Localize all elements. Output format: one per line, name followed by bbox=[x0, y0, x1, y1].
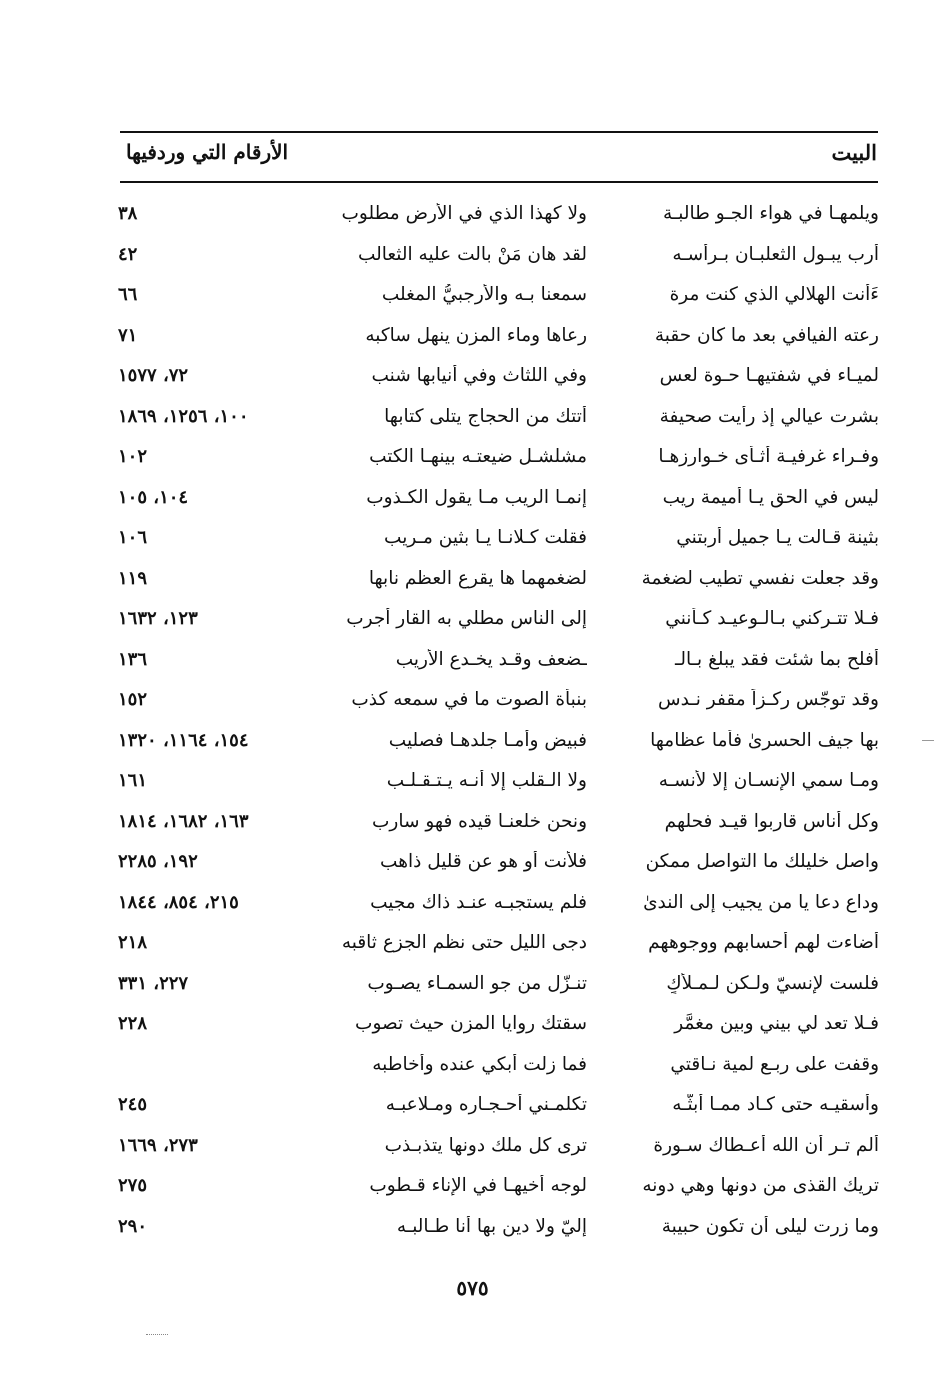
verse-row bbox=[0, 851, 945, 892]
verse-first-hemistich: ليس في الحق يـا أميمة ريب bbox=[662, 486, 879, 508]
verse-row bbox=[0, 406, 945, 447]
verse-first-hemistich: ويلمهـا في هواء الجـو طالبـة bbox=[662, 203, 879, 224]
verse-row bbox=[0, 446, 945, 487]
verse-row bbox=[0, 730, 945, 771]
verse-second-hemistich: ولا الـقلب إلا أنـه يـتـقـلـب bbox=[386, 770, 587, 791]
verse-row bbox=[0, 1175, 945, 1216]
verse-row bbox=[0, 284, 945, 325]
verse-first-hemistich: ءَأنت الهلالي الذي كنت مرة bbox=[669, 284, 879, 305]
verse-reference-numbers: ١٥٢ bbox=[118, 689, 148, 710]
verse-second-hemistich: إليّ ولا دين بها أنا طـالبـه bbox=[396, 1215, 587, 1237]
verse-row bbox=[0, 973, 945, 1014]
verse-first-hemistich: ألم تـر أن الله أعـطاك سـورة bbox=[653, 1134, 879, 1156]
verse-index-list bbox=[0, 203, 945, 1256]
verse-row bbox=[0, 365, 945, 406]
verse-row bbox=[0, 608, 945, 649]
verse-row bbox=[0, 487, 945, 528]
verse-row bbox=[0, 1216, 945, 1257]
verse-first-hemistich: وما زرت ليلى أن تكون حبيبة bbox=[661, 1215, 879, 1237]
verse-first-hemistich: أضاءت لهم أحسابهم ووجوههم bbox=[648, 932, 879, 953]
verse-reference-numbers: ٦٦ bbox=[118, 284, 138, 305]
verse-second-hemistich: سقتك روايا المزن حيث تصوب bbox=[355, 1013, 587, 1034]
verse-reference-numbers: ٢٢٨ bbox=[118, 1013, 148, 1034]
verse-row bbox=[0, 932, 945, 973]
verse-row bbox=[0, 1135, 945, 1176]
page-number: ٥٧٥ bbox=[456, 1276, 489, 1300]
verse-reference-numbers: ١٠٠، ١٢٥٦، ١٨٦٩ bbox=[118, 405, 249, 427]
verse-reference-numbers: ١٦١ bbox=[118, 770, 148, 791]
verse-second-hemistich: مشلشـل ضيعتـه بينهـا الكتب bbox=[369, 446, 587, 467]
verse-reference-numbers: ٢٧٣، ١٦٦٩ bbox=[118, 1134, 198, 1156]
verse-reference-numbers: ٢٩٠ bbox=[118, 1215, 148, 1237]
verse-second-hemistich: إنمـا الريب مـا يقول الكـذوب bbox=[366, 486, 587, 508]
verse-reference-numbers: ٧١ bbox=[118, 324, 138, 346]
verse-second-hemistich: ونحن خلعنـا قيده فهو سارب bbox=[372, 810, 587, 832]
verse-second-hemistich: ولا كهذا الذي في الأرض مطلوب bbox=[341, 203, 587, 224]
verse-first-hemistich: تريك القذى من دونها وهي دونه bbox=[642, 1175, 879, 1196]
verse-reference-numbers: ١٢٣، ١٦٣٢ bbox=[118, 608, 198, 629]
header-bottom-rule bbox=[120, 181, 878, 183]
verse-reference-numbers: ١٣٦ bbox=[118, 648, 148, 670]
verse-first-hemistich: ومـا سمي الإنسـان إلا لأنسـه bbox=[658, 770, 879, 791]
verse-row bbox=[0, 244, 945, 285]
scan-speck bbox=[146, 1334, 168, 1335]
verse-row bbox=[0, 1013, 945, 1054]
verse-second-hemistich: سمعنا بـه والأرجبيُّ المغلب bbox=[381, 284, 587, 305]
verse-reference-numbers: ٢٤٥ bbox=[118, 1094, 148, 1115]
verse-second-hemistich: لوجه أخيهـا في الإناء قـطوب bbox=[369, 1175, 587, 1196]
margin-mark bbox=[922, 740, 934, 741]
verse-second-hemistich: فما زلت أبكي عنده وأخاطبه bbox=[372, 1053, 587, 1075]
verse-first-hemistich: أرب يبـول الثعلبـان بـرأسـه bbox=[672, 243, 879, 265]
verse-row bbox=[0, 1054, 945, 1095]
verse-second-hemistich: ـضعف وقـد يخـدع الأريب bbox=[395, 648, 587, 670]
verse-second-hemistich: فقلت كـلانـا يـا بثين مـريب bbox=[384, 527, 587, 548]
verse-row bbox=[0, 811, 945, 852]
verse-reference-numbers: ٤٢ bbox=[118, 243, 138, 265]
numbers-column-header: الأرقام التي وردفيها bbox=[126, 140, 289, 164]
verse-reference-numbers: ١٥٤، ١١٦٤، ١٣٢٠ bbox=[118, 729, 249, 751]
verse-second-hemistich: تكلمـني أحـجـاره ومـلاعبـه bbox=[385, 1094, 587, 1115]
verse-first-hemistich: بها جيف الحسرىٰ فأما عظامها bbox=[650, 729, 879, 751]
verse-reference-numbers: ٢٢٧، ٣٣١ bbox=[118, 972, 189, 994]
verse-second-hemistich: بنبأة الصوت ما في سمعه كذب bbox=[351, 689, 587, 710]
verse-second-hemistich: لضغمهما ها يقرع العظم نابها bbox=[368, 567, 587, 589]
verse-row bbox=[0, 892, 945, 933]
verse-first-hemistich: لميـاء في شفتيهـا حـوة لعس bbox=[659, 365, 879, 386]
verse-second-hemistich: ترى كل ملك دونها يتذبـذب bbox=[384, 1134, 587, 1156]
verse-first-hemistich: وقد توجّس ركـزاً مقفر نـدس bbox=[658, 689, 879, 710]
verse-second-hemistich: إلى الناس مطلي به القار أجرب bbox=[346, 608, 587, 629]
verse-row bbox=[0, 649, 945, 690]
verse-row bbox=[0, 527, 945, 568]
verse-first-hemistich: وقد جعلت نفسي تطيب لضغمة bbox=[641, 567, 879, 589]
verse-second-hemistich: فلم يستجبـه عنـد ذاك مجيب bbox=[370, 891, 587, 913]
verse-second-hemistich: لقد هان مَنْ بالت عليه الثعالب bbox=[357, 243, 587, 265]
verse-first-hemistich: أفلح بما شئت فقد يبلغ بـالـ bbox=[674, 648, 879, 670]
verse-reference-numbers: ١٠٦ bbox=[118, 527, 148, 548]
verse-row bbox=[0, 568, 945, 609]
verse-first-hemistich: فـلا تتـركني بـالـوعيـد كـأنني bbox=[665, 608, 879, 629]
verse-row bbox=[0, 1094, 945, 1135]
header-top-rule bbox=[120, 131, 878, 133]
verse-second-hemistich: فلأنت أو هو عن قليل ذاهب bbox=[380, 851, 587, 872]
verse-first-hemistich: وقفت على ربـع لمية نـاقتي bbox=[670, 1053, 879, 1075]
verse-first-hemistich: رعته الفيافي بعد ما كان حقبة bbox=[654, 324, 879, 346]
verse-reference-numbers: ١٩٢، ٢٢٨٥ bbox=[118, 851, 198, 872]
verse-second-hemistich: وفي اللثاث وفي أنيابها شنب bbox=[371, 365, 587, 386]
verse-second-hemistich: فبيض وأمـا جلدهـا فصليب bbox=[388, 729, 587, 751]
verse-first-hemistich: واصل خليلك ما التواصل ممكن bbox=[645, 851, 879, 872]
verse-reference-numbers: ١١٩ bbox=[118, 567, 148, 589]
verse-reference-numbers: ١٦٣، ١٦٨٢، ١٨١٤ bbox=[118, 810, 249, 832]
verse-row bbox=[0, 325, 945, 366]
verse-second-hemistich: دجى الليل حتى نظم الجزع ثاقبه bbox=[341, 932, 587, 953]
verse-row bbox=[0, 203, 945, 244]
verse-second-hemistich: أتتك من الحجاج يتلى كتابها bbox=[384, 405, 587, 427]
verse-reference-numbers: ٢٧٥ bbox=[118, 1175, 148, 1196]
verse-first-hemistich: وفـراء غرفيـة أثـأى خـوارزهـا bbox=[658, 446, 879, 467]
verse-first-hemistich: وأسقيـه حتى كـاد ممـا أبثُّـه bbox=[672, 1094, 879, 1115]
verse-reference-numbers: ١٠٤، ١٠٥ bbox=[118, 486, 189, 508]
verse-row bbox=[0, 689, 945, 730]
verse-second-hemistich: رعاها وماء المزن ينهل ساكبه bbox=[365, 324, 587, 346]
verse-first-hemistich: فلست لإنسيّ ولـكن لـمـلأكٍ bbox=[666, 972, 879, 994]
verse-first-hemistich: وكل أناسٍ قاربوا قيـد فحلهم bbox=[664, 810, 879, 832]
verse-column-header: البيت bbox=[831, 140, 877, 165]
verse-first-hemistich: بثينة قـالت يـا جميل أربتني bbox=[676, 527, 879, 548]
verse-reference-numbers: ٣٨ bbox=[118, 203, 138, 224]
verse-reference-numbers: ٢١٥، ٨٥٤، ١٨٤٤ bbox=[118, 891, 239, 913]
verse-row bbox=[0, 770, 945, 811]
verse-first-hemistich: وداع دعا يا من يجيب إلى الندىٰ bbox=[643, 891, 879, 913]
verse-reference-numbers: ٧٢، ١٥٧٧ bbox=[118, 365, 189, 386]
verse-first-hemistich: فـلا تعد لي بيني وبين مغمَّر bbox=[674, 1013, 879, 1034]
verse-reference-numbers: ٢١٨ bbox=[118, 932, 148, 953]
verse-first-hemistich: بشرت عيالي إذ رأيت صحيفة bbox=[659, 405, 879, 427]
verse-reference-numbers: ١٠٢ bbox=[118, 446, 148, 467]
verse-second-hemistich: تنـزّل من جو السمـاء يصـوب bbox=[367, 972, 587, 994]
